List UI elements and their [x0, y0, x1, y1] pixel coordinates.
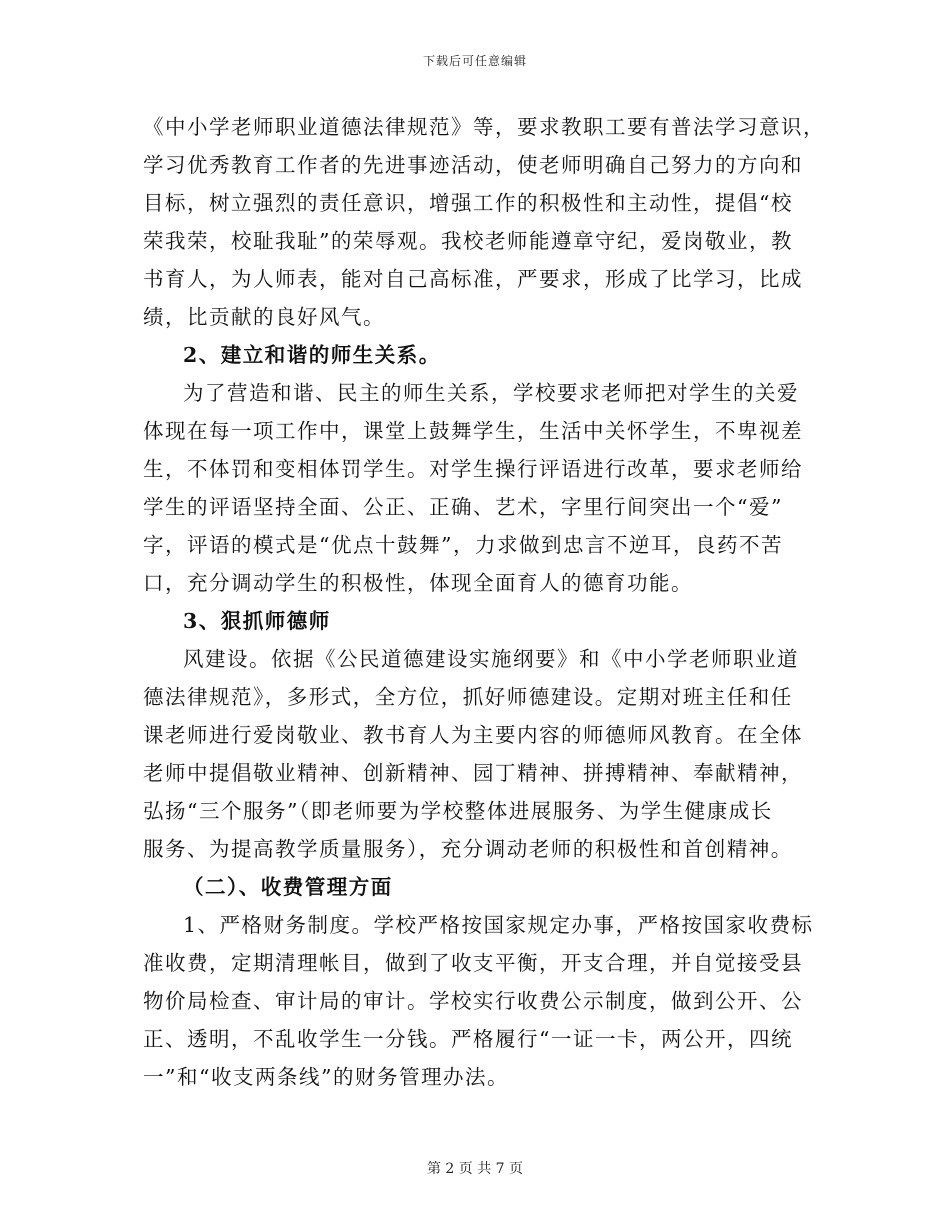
body-line: 准收费，定期清理帐目，做到了收支平衡，开支合理，并自觉接受县: [143, 951, 803, 975]
body-line: 《中小学老师职业道德法律规范》等，要求教职工要有普法学习意识，: [143, 115, 825, 139]
body-line: 字，评语的模式是“优点十鼓舞”，力求做到忠言不逆耳，良药不苦: [143, 533, 783, 557]
body-line: 目标，树立强烈的责任意识，增强工作的积极性和主动性，提倡“校: [143, 191, 793, 215]
body-line: 课老师进行爱岗敬业、教书育人为主要内容的师德师风教育。在全体: [143, 723, 803, 747]
body-line: 学生的评语坚持全面、公正、正确、艺术，字里行间突出一个“爱”: [143, 495, 783, 519]
body-line: 弘扬“三个服务”（即老师要为学校整体进展服务、为学生健康成长: [143, 799, 773, 823]
body-line: 荣我荣，校耻我耻”的荣辱观。我校老师能遵章守纪，爱岗敬业，教: [143, 229, 793, 253]
body-line: 物价局检查、审计局的审计。学校实行收费公示制度，做到公开、公: [143, 989, 803, 1013]
body-line: 服务、为提高教学质量服务），充分调动老师的积极性和首创精神。: [143, 837, 793, 861]
section-heading: （二）、收费管理方面: [183, 875, 393, 899]
page-footer: 第 2 页 共 7 页: [426, 1161, 524, 1177]
document-body: [143, 108, 825, 1096]
section-heading: 3、狠抓师德师: [183, 609, 331, 633]
body-line: 绩，比贡献的良好风气。: [143, 305, 385, 329]
page-header: 下载后可任意编辑: [422, 54, 527, 68]
body-line: 德法律规范》，多形式，全方位，抓好师德建设。定期对班主任和任: [143, 685, 793, 709]
body-line: 风建设。依据《公民道德建设实施纲要》和《中小学老师职业道: [183, 647, 799, 671]
section-heading: 2、建立和谐的师生关系。: [183, 343, 441, 367]
body-line: 一”和“收支两条线”的财务管理办法。: [143, 1065, 509, 1089]
body-line: 老师中提倡敬业精神、创新精神、园丁精神、拼搏精神、奉献精神，: [143, 761, 803, 785]
body-line: 正、透明，不乱收学生一分钱。严格履行“一证一卡，两公开，四统: [143, 1027, 793, 1051]
body-line: 书育人，为人师表，能对自己高标准，严要求，形成了比学习，比成: [143, 267, 803, 291]
body-line: 1、严格财务制度。学校严格按国家规定办事，严格按国家收费标: [183, 913, 814, 937]
body-line: 体现在每一项工作中，课堂上鼓舞学生，生活中关怀学生，不卑视差: [143, 419, 803, 443]
body-line: 学习优秀教育工作者的先进事迹活动，使老师明确自己努力的方向和: [143, 153, 803, 177]
body-line: 口，充分调动学生的积极性，体现全面育人的德育功能。: [143, 571, 693, 595]
body-line: 生，不体罚和变相体罚学生。对学生操行评语进行改革，要求老师给: [143, 457, 803, 481]
body-line: 为了营造和谐、民主的师生关系，学校要求老师把对学生的关爱: [183, 381, 799, 405]
